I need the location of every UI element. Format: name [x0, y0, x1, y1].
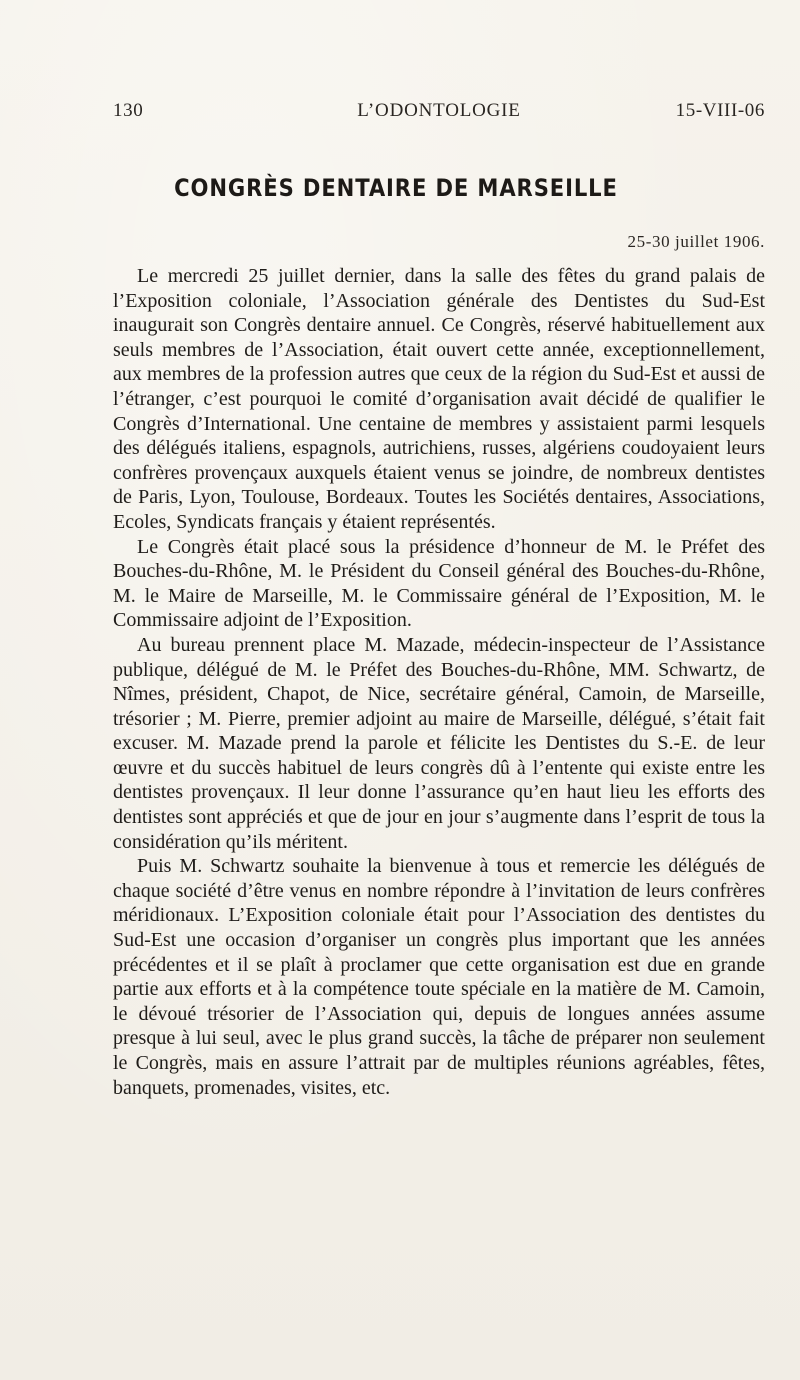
paragraph: Le Congrès était placé sous la présidence d’honneur de M. le Préfet des Bouches-du-Rhône, M. le Président du Conseil général des Bouches-du-Rhône, M. le Maire de Marseille, M. le Commissaire général de l’Exposition, M. le Commissaire adjoint de l’Exposition. [113, 535, 765, 632]
article-body [113, 264, 765, 1100]
article-title-wrapper [0, 174, 792, 202]
running-header [113, 100, 765, 130]
journal-name: L’ODONTOLOGIE [357, 100, 521, 121]
paragraph: Le mercredi 25 juillet dernier, dans la salle des fêtes du grand palais de l’Exposition coloniale, l’Association générale des Dentistes du Sud-Est inaugurait son Congrès dentaire annuel. Ce Congrès, réservé habituellement aux seuls membres de l’Association, était ouvert cette année, exceptionnellement, aux membres de la profession autres que ceux de la région du Sud-Est et aussi de l’étranger, c’est pourquoi le comité d’organisation avait décidé de qualifier le Congrès d’International. Une centaine de membres y assistaient parmi lesquels des délégués italiens, espagnols, autrichiens, russes, algériens coudoyaient leurs confrères provençaux auxquels étaient venus se joindre, de nombreux dentistes de Paris, Lyon, Toulouse, Bordeaux. Toutes les Sociétés dentaires, Associations, Ecoles, Syndicats français y étaient représentés. [113, 265, 765, 533]
issue-date: 15-VIII-06 [675, 100, 765, 121]
article-title: CONGRÈS DENTAIRE DE MARSEILLE [174, 174, 618, 202]
page-number: 130 [113, 100, 144, 121]
paragraph: Puis M. Schwartz souhaite la bienvenue à tous et remercie les délégués de chaque société d’être venus en nombre répondre à l’invitation de leurs confrères méridionaux. L’Exposition coloniale était pour l’Association des dentistes du Sud-Est une occasion d’organiser un congrès plus important que les années précédentes et il se plaît à proclamer que cette organisation est due en grande partie aux efforts et à la compétence toute spéciale en la matière de M. Camoin, le dévoué trésorier de l’Association qui, depuis de longues années assume presque à lui seul, avec le plus grand succès, la tâche de préparer non seulement le Congrès, mais en assure l’attrait par de multiples réunions agréables, fêtes, banquets, promenades, visites, etc. [113, 855, 765, 1099]
article-date: 25-30 juillet 1906. [627, 232, 765, 251]
paragraph: Au bureau prennent place M. Mazade, médecin-inspecteur de l’Assistance publique, délégué de M. le Préfet des Bouches-du-Rhône, MM. Schwartz, de Nîmes, président, Chapot, de Nice, secrétaire général, Camoin, de Marseille, trésorier ; M. Pierre, premier adjoint au maire de Marseille, délégué, s’était fait excuser. M. Mazade prend la parole et félicite les Dentistes du S.-E. de leur œuvre et du succès habituel de leurs congrès dû à l’entente qui existe entre les dentistes provençaux. Il leur donne l’assurance qu’en haut lieu les efforts des dentistes sont appréciés et que de jour en jour s’augmente dans l’esprit de tous la considération qu’ils méritent. [113, 633, 765, 853]
